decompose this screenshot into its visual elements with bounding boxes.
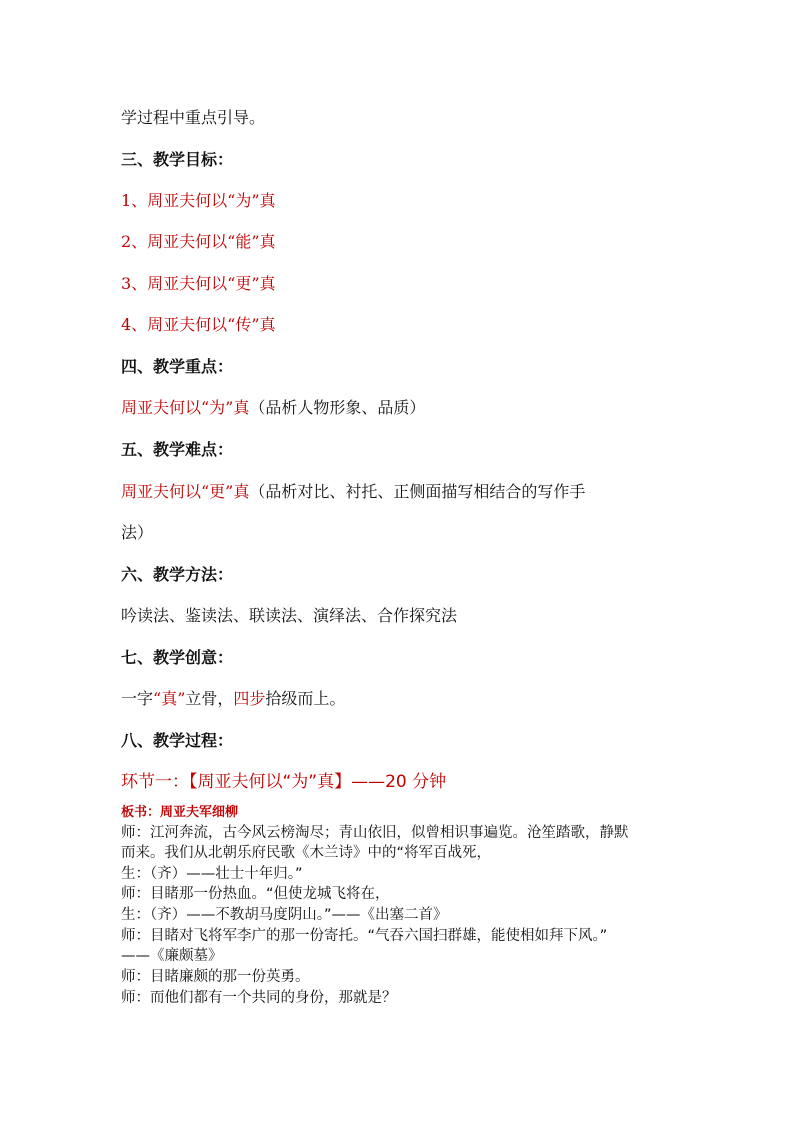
heading-process: 八、教学过程： bbox=[121, 731, 234, 750]
difficulty-line-cont: 法） bbox=[121, 523, 154, 542]
dialogue-line-6: 师：目睹对飞将军李广的那一份寄托。“气吞六国扫群雄，能使相如拜下风。” bbox=[121, 928, 608, 944]
section-one-title: 环节一：【周亚夫何以“为”真】——20 分钟 bbox=[121, 772, 447, 792]
dialogue-line-7: ——《廉颇墓》 bbox=[121, 948, 223, 964]
difficulty-highlight: 周亚夫何以“更”真 bbox=[121, 482, 250, 501]
dialogue-line-3: 生：（齐）——壮士十年归。” bbox=[121, 866, 303, 882]
creativity-line bbox=[121, 688, 345, 710]
goal-item-2: 2、周亚夫何以“能”真 bbox=[121, 232, 276, 251]
creativity-part-c: 立骨， bbox=[185, 689, 234, 708]
heading-difficulties: 五、教学难点： bbox=[121, 440, 234, 459]
key-point-highlight: 周亚夫何以“为”真 bbox=[121, 398, 250, 417]
heading-methods: 六、教学方法： bbox=[121, 565, 234, 584]
dialogue-line-4: 师：目睹那一份热血。“但使龙城飞将在， bbox=[121, 886, 390, 902]
dialogue-line-2: 而来。我们从北朝乐府民歌《木兰诗》中的“将军百战死， bbox=[121, 845, 492, 861]
key-point-note: （品析人物形象、品质） bbox=[249, 398, 426, 417]
creativity-part-e: 拾级而上。 bbox=[265, 689, 346, 708]
creativity-highlight-steps: 四步 bbox=[233, 689, 266, 708]
key-point-line bbox=[121, 397, 425, 419]
creativity-part-a: 一字 bbox=[121, 689, 154, 708]
blackboard-title: 板书：周亚夫军细柳 bbox=[121, 805, 239, 820]
goal-item-3: 3、周亚夫何以“更”真 bbox=[121, 274, 276, 293]
goal-item-1: 1、周亚夫何以“为”真 bbox=[121, 191, 276, 210]
difficulty-line bbox=[121, 481, 585, 503]
goal-item-4: 4、周亚夫何以“传”真 bbox=[121, 315, 276, 334]
heading-teaching-goals: 三、教学目标： bbox=[121, 150, 234, 169]
dialogue-line-8: 师：目睹廉颇的那一份英勇。 bbox=[121, 969, 310, 985]
creativity-highlight-zhen: “真” bbox=[153, 689, 186, 708]
difficulty-note: （品析对比、衬托、正侧面描写相结合的写作手 bbox=[249, 482, 586, 501]
dialogue-line-1: 师：江河奔流，古今风云榜淘尽；青山依旧，似曾相识事遍览。沧笙踏歌，静默 bbox=[121, 825, 629, 841]
dialogue-line-9: 师：而他们都有一个共同的身份，那就是？ bbox=[121, 990, 397, 1006]
heading-key-points: 四、教学重点： bbox=[121, 357, 234, 376]
methods-line: 吟读法、鉴读法、联读法、演绎法、合作探究法 bbox=[121, 606, 458, 625]
heading-creativity: 七、教学创意： bbox=[121, 648, 234, 667]
text-line-intro: 学过程中重点引导。 bbox=[121, 108, 266, 127]
dialogue-line-5: 生：（齐）——不教胡马度阴山。”——《出塞二首》 bbox=[121, 907, 448, 923]
